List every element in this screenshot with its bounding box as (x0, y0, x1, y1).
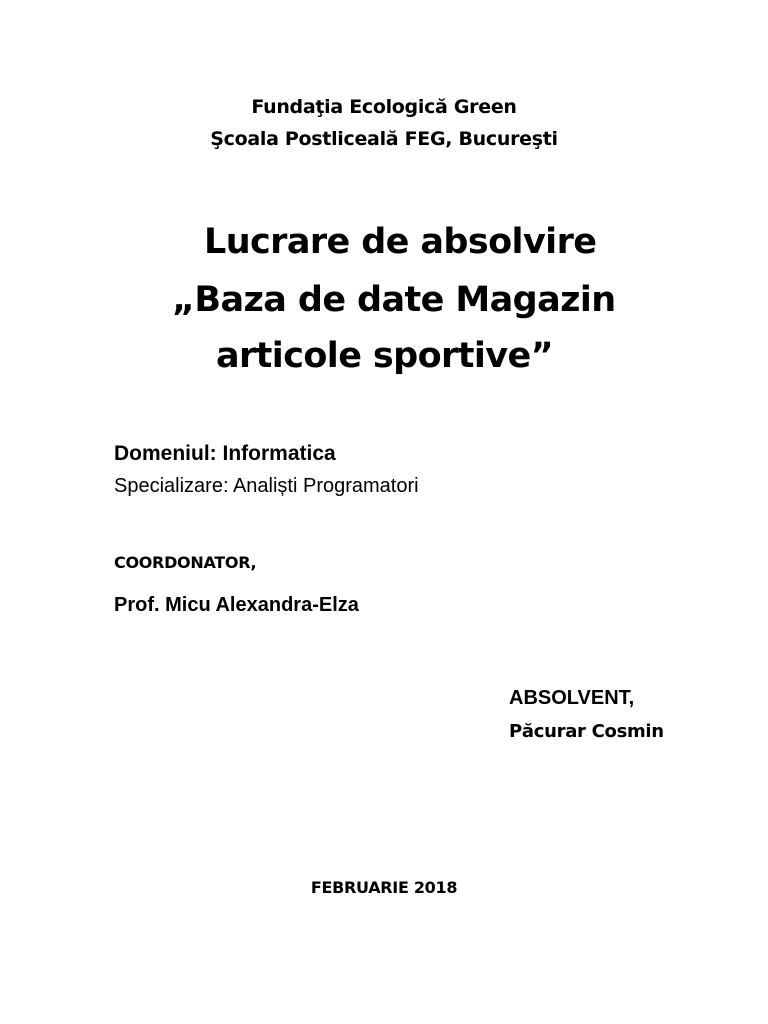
graduate-name: Păcurar Cosmin (509, 721, 664, 742)
specialization-label: Specializare: Analiști Programatori (114, 475, 419, 497)
thesis-title-line-1: Lucrare de absolvire (204, 222, 597, 262)
graduate-heading: ABSOLVENT, (509, 687, 635, 709)
thesis-title-line-2: „Baza de date Magazin (172, 280, 616, 320)
document-date: FEBRUARIE 2018 (310, 878, 458, 897)
foundation-name: Fundaţia Ecologică Green (251, 96, 517, 118)
coordinator-name: Prof. Micu Alexandra-Elza (114, 594, 359, 616)
thesis-title-line-3: articole sportive” (216, 336, 553, 376)
coordinator-heading: COORDONATOR, (114, 553, 257, 572)
domain-label: Domeniul: Informatica (114, 442, 336, 465)
school-name: Şcoala Postliceală FEG, Bucureşti (210, 128, 558, 150)
